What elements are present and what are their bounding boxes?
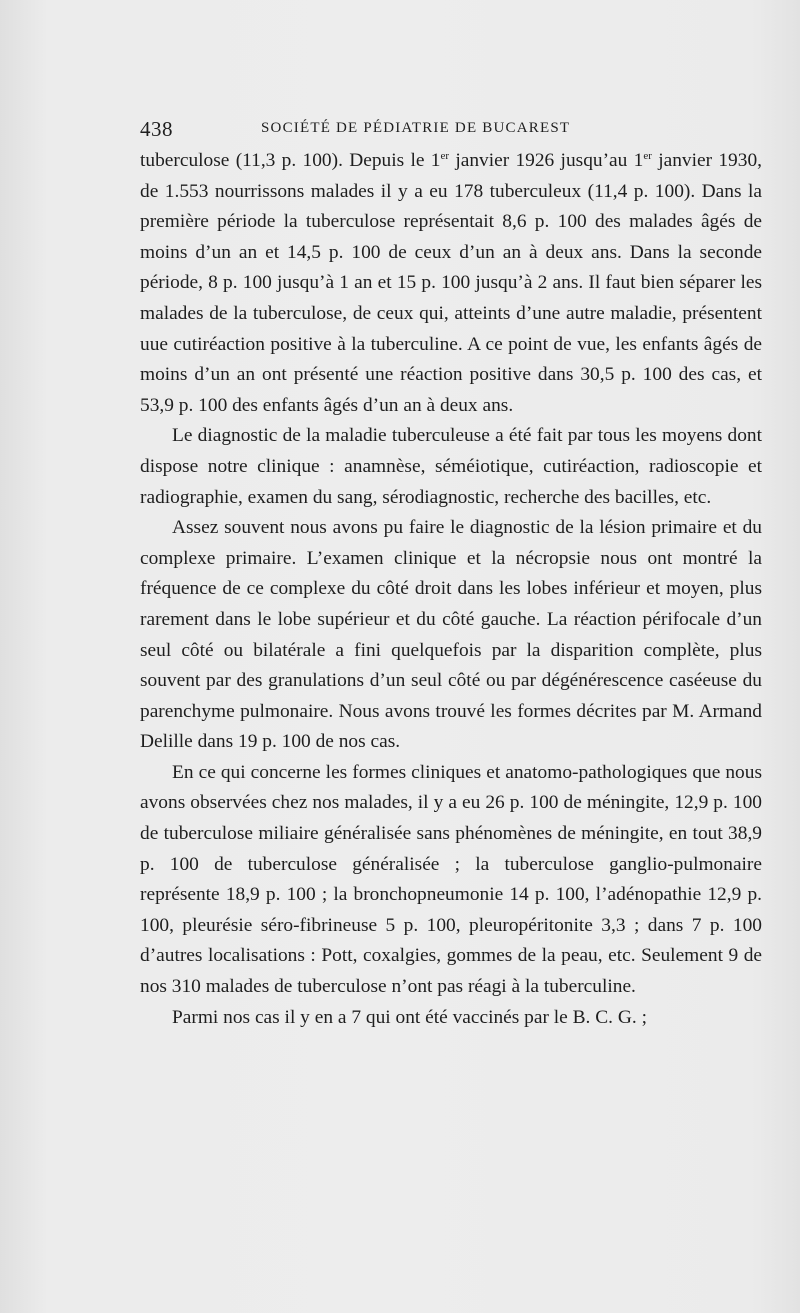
paragraph-5: Parmi nos cas il y en a 7 qui ont été vaccinés par le B. C. G. ; <box>172 1006 647 1028</box>
paragraph-1-part-a: tuberculose (11,3 p. 100). Depuis le 1 <box>140 150 441 171</box>
superscript-er: er <box>440 150 450 162</box>
paragraph-1-part-c: janvier 1930, de 1.553 nourrissons malades il y a eu 178 tuberculeux (11,4 p. 100). Dans la première période la tuberculose représentait 8,6 p. 100 des malades âgés de moins d’un an et 14,5 p. 100 de ceux d’un an à deux ans. Dans la seconde période, 8 p. 100 jusqu’à 1 an et 15 p. 100 jusqu’à 2 ans. Il faut bien séparer les malades de la tuberculose, de ceux qui, atteints d’une autre maladie, présentent uue cutiréaction positive à la tuberculine. A ce point de vue, les enfants âgés de moins d’un an ont présenté une réaction positive dans 30,5 p. 100 des cas, et 53,9 p. 100 des enfants âgés d’un an à deux ans. <box>140 150 762 416</box>
paragraph-1 <box>140 146 762 421</box>
page-header <box>140 117 760 147</box>
running-head: SOCIÉTÉ DE PÉDIATRIE DE BUCAREST <box>261 120 571 136</box>
page-number: 438 <box>140 117 173 141</box>
paragraph-1-part-b: janvier 1926 jusqu’au 1 <box>449 150 644 171</box>
paragraph-2: Le diagnostic de la maladie tuberculeuse a été fait par tous les moyens dont dispose notre clinique : anamnèse, séméiotique, cutiréaction, radioscopie et radiographie, examen du sang, sérodiagnostic, recherche des bacilles, etc. <box>140 425 762 508</box>
body-text <box>140 146 762 1033</box>
paragraph-4: En ce qui concerne les formes cliniques et anatomo-pathologiques que nous avons observées chez nos malades, il y a eu 26 p. 100 de méningite, 12,9 p. 100 de tuberculose miliaire généralisée sans phénomènes de méningite, en tout 38,9 p. 100 de tuberculose généralisée ; la tuberculose ganglio-pulmonaire représente 18,9 p. 100 ; la bronchopneumonie 14 p. 100, l’adénopathie 12,9 p. 100, pleurésie séro-fibrineuse 5 p. 100, pleuropéritonite 3,3 ; dans 7 p. 100 d’autres localisations : Pott, coxalgies, gommes de la peau, etc. Seulement 9 de nos 310 malades de tuberculose n’ont pas réagi à la tuberculine. <box>140 761 762 998</box>
paragraph-3: Assez souvent nous avons pu faire le diagnostic de la lésion primaire et du complexe primaire. L’examen clinique et la nécropsie nous ont montré la fréquence de ce complexe du côté droit dans les lobes inférieur et moyen, plus rarement dans le lobe supérieur et du côté gauche. La réaction périfocale d’un seul côté ou bilatérale a fini quelquefois par la disparition complète, plus souvent par des granulations d’un seul côté ou par dégénérescence caséeuse du parenchyme pulmonaire. Nous avons trouvé les formes décrites par M. Armand Delille dans 19 p. 100 de nos cas. <box>140 517 762 753</box>
superscript-er: er <box>643 150 652 162</box>
